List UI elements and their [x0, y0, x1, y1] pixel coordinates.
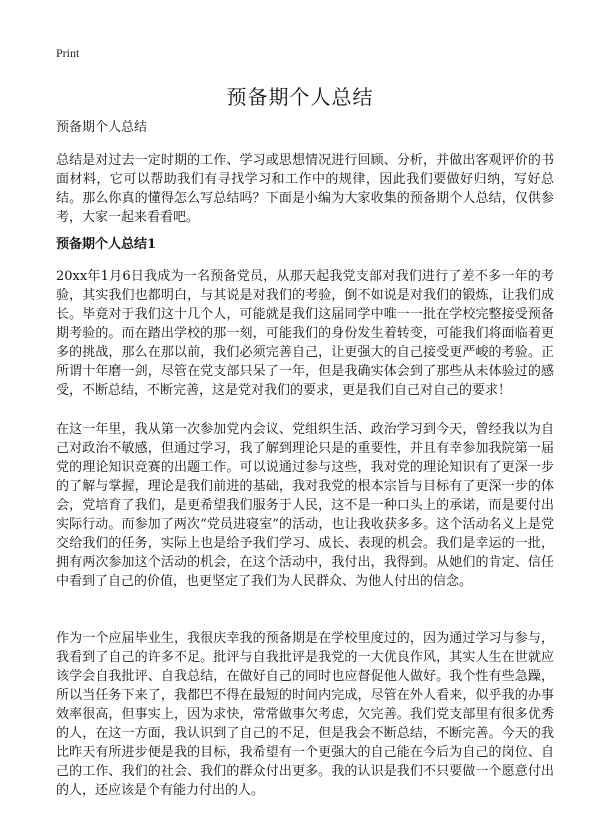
- section-heading: 预备期个人总结1: [56, 237, 157, 252]
- body-paragraph-2: 在这一年里，我从第一次参加党内会议、党组织生活、政治学习到今天，曾经我以为自己对政治不敏感，但通过学习，我了解到理论只是的重要性，并且有幸参加我院第一届党的理论知识竞赛的出题工作。可以说通过参与这些，我对党的理论知识有了更深一步的了解与掌握，理论是我们前进的基础，我对我党的根本宗旨与目标有了更深一步的体会，党培育了我们，是更希望我们服务于人民，这不是一种口头上的承诺，而是要付出实际行动。而参加了两次“党员进寝室”的活动，也让我收获多多。这个活动名义上是党交给我们的任务，实际上也是给予我们学习、成长、表现的机会。我们是幸运的一批，拥有两次参加这个活动的机会，在这个活动中，我付出，我得到。从她们的肯定、信任中看到了自己的价值，也更坚定了我们为人民群众、为他人付出的信念。: [56, 422, 554, 589]
- intro-paragraph: 总结是对过去一定时期的工作、学习或思想情况进行回顾、分析，并做出客观评价的书面材料，它可以帮助我们有寻找学习和工作中的规律，因此我们要做好归纳，写好总结。那么你真的懂得怎么写总结吗？下面是小编为大家收集的预备期个人总结，仅供参考，大家一起来看看吧。: [56, 153, 554, 225]
- body-paragraph-3: 作为一个应届毕业生，我很庆幸我的预备期是在学校里度过的，因为通过学习与参与，我看到了自己的许多不足。批评与自我批评是我党的一大优良作风，其实人生在世就应该学会自我批评、自我总结，在做好自己的同时也应督促他人做好。我个性有些急躁，所以当任务下来了，我都巴不得在最短的时间内完成，尽管在外人看来，似乎我的办事效率很高，但事实上，因为求快，常常做事欠考虑，欠完善。我们党支部里有很多优秀的人，在这一方面，我认识到了自己的不足，但是我会不断总结，不断完善。今天的我比昨天有所进步便是我的目标，我希望有一个更强大的自己能在今后为自己的岗位、自己的工作、我们的社会、我们的群众付出更多。我的认识是我们不只要做一个愿意付出的人，还应该是个有能力付出的人。: [56, 631, 554, 798]
- document-subtitle: 预备期个人总结: [56, 120, 148, 135]
- document-title: 预备期个人总结: [226, 85, 374, 109]
- body-paragraph-1: 20xx年1月6日我成为一名预备党员，从那天起我党支部对我们进行了差不多一年的考验，其实我们也都明白，与其说是对我们的考验，倒不如说是对我们的锻炼，让我们成长。毕竟对于我们这十几个人，可能就是我们这届同学中唯一一批在学校完整接受预备期考验的。而在踏出学校的那一刻，可能我们的身份发生着转变，可能我们将面临着更多的挑战，那么在那以前，我们必须完善自己，让更强大的自己接受更严峻的考验。正所谓十年磨一剑，尽管在党支部只呆了一年，但是我确实体会到了那些从未体验过的感受，不断总结，不断完善，这是党对我们的要求，更是我们自己对自己的要求！: [56, 269, 554, 398]
- print-link[interactable]: Print: [56, 46, 80, 60]
